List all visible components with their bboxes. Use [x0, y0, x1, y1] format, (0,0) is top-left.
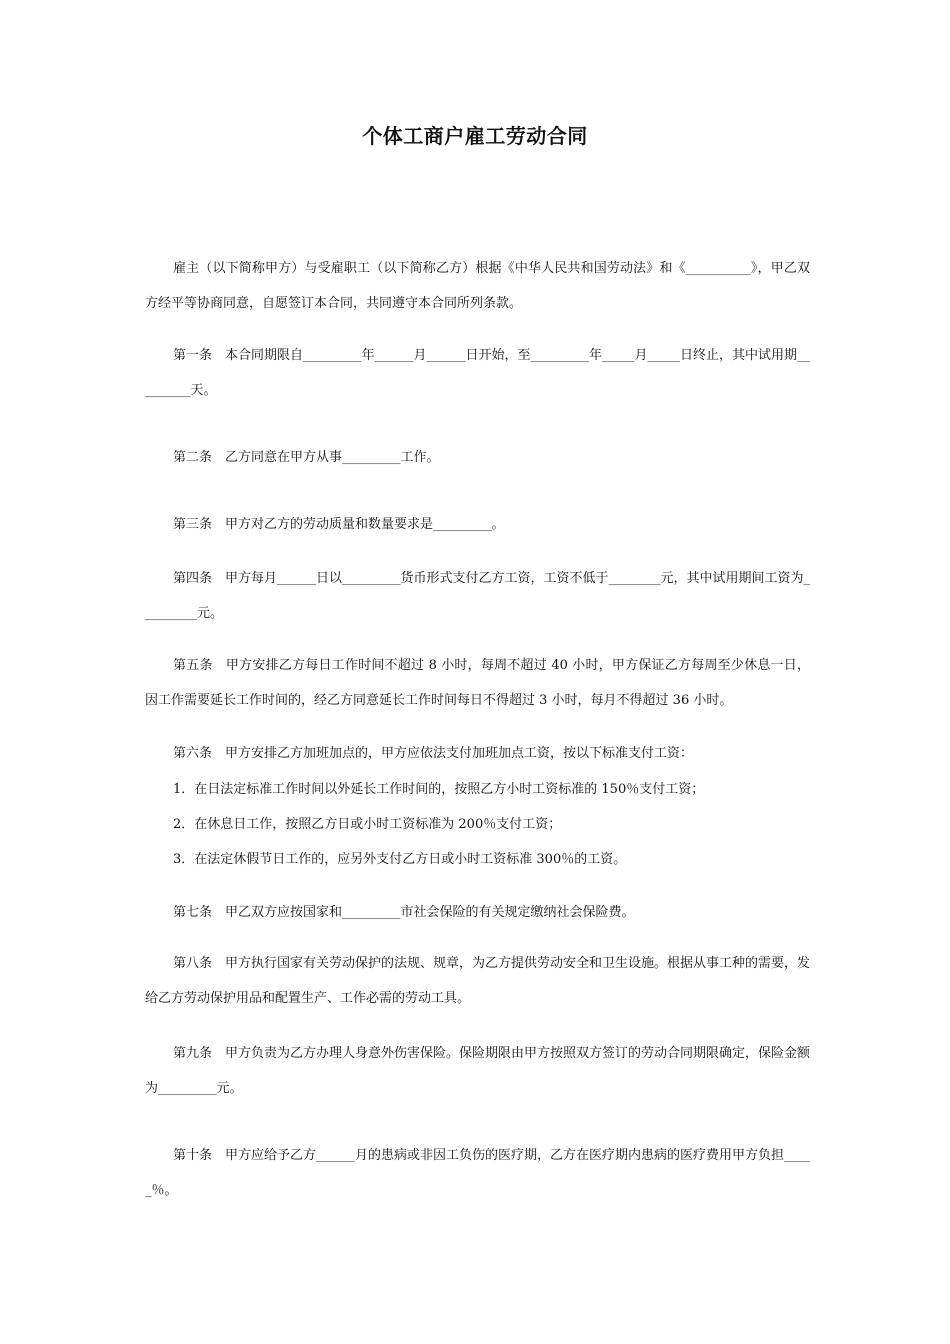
article-4: 第四条 甲方每月______日以_________货币形式支付乙方工资，工资不低于________元，其中试用期间工资为_________元。 — [145, 571, 811, 621]
document-title: 个体工商户雇工劳动合同 — [362, 124, 588, 148]
article-8: 第八条 甲方执行国家有关劳动保护的法规、规章，为乙方提供劳动安全和卫生设施。根据从事工种的需要，发给乙方劳动保护用品和配置生产、工作必需的劳动工具。 — [145, 956, 811, 1006]
preamble-paragraph: 雇主（以下简称甲方）与受雇职工（以下简称乙方）根据《中华人民共和国劳动法》和《__________》，甲乙双方经平等协商同意，自愿签订本合同，共同遵守本合同所列条款。 — [145, 261, 810, 311]
article-6-item-3: 3．在法定休假节日工作的，应另外支付乙方日或小时工资标准 300％的工资。 — [173, 852, 627, 867]
article-6: 第六条 甲方安排乙方加班加点的，甲方应依法支付加班加点工资，按以下标准支付工资： — [173, 746, 694, 761]
article-2: 第二条 乙方同意在甲方从事_________工作。 — [173, 450, 440, 465]
article-6-item-2: 2．在休息日工作，按照乙方日或小时工资标准为 200％支付工资； — [173, 817, 562, 832]
article-10: 第十条 甲方应给予乙方______月的患病或非因工负伤的医疗期，乙方在医疗期内患病的医疗费用甲方负担_____％。 — [145, 1148, 811, 1198]
article-7: 第七条 甲乙双方应按国家和_________市社会保险的有关规定缴纳社会保险费。 — [173, 905, 635, 920]
article-6-item-1: 1．在日法定标准工作时间以外延长工作时间的，按照乙方小时工资标准的 150％支付工资； — [173, 782, 705, 797]
article-1: 第一条 本合同期限自_________年______月______日开始，至_________年_____月_____日终止，其中试用期_________天。 — [145, 348, 811, 398]
article-3: 第三条 甲方对乙方的劳动质量和数量要求是_________。 — [173, 517, 505, 532]
article-9: 第九条 甲方负责为乙方办理人身意外伤害保险。保险期限由甲方按照双方签订的劳动合同期限确定，保险金额为_________元。 — [145, 1046, 811, 1096]
article-5: 第五条 甲方安排乙方每日工作时间不超过 8 小时，每周不超过 40 小时，甲方保证乙方每周至少休息一日，因工作需要延长工作时间的，经乙方同意延长工作时间每日不得超过 3 小时，每月不得超过 36 小时。 — [145, 658, 810, 708]
